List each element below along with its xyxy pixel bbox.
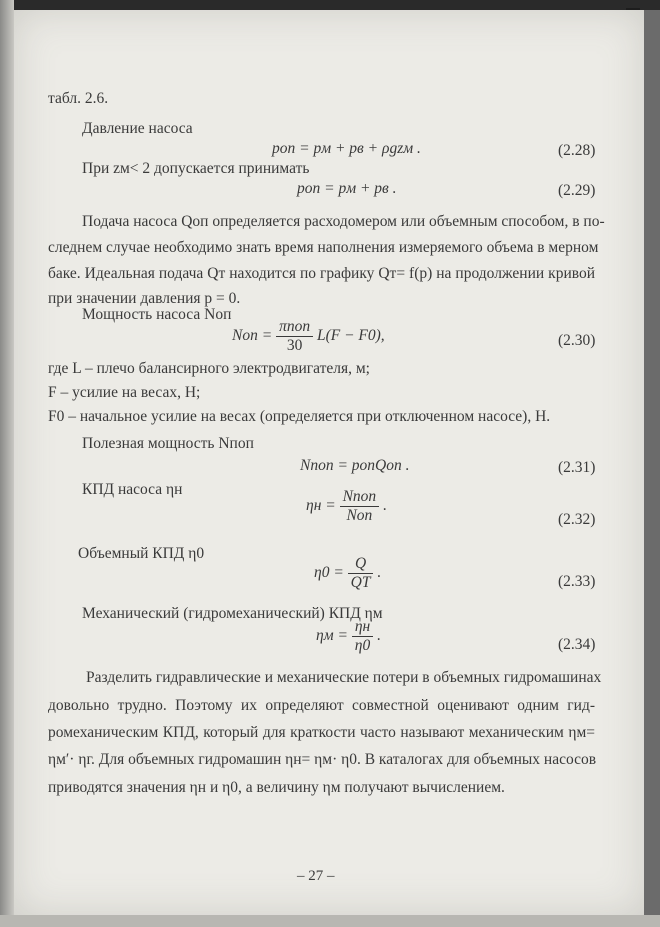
equation-fraction xyxy=(340,488,380,525)
text-line: Подача насоса Qоп определяется расходомером или объемным способом, в по- xyxy=(82,213,605,230)
equation-rhs: . xyxy=(377,564,382,582)
text-line: довольно трудно. Поэтому их определяют совместной оценивают одним гид- xyxy=(48,697,595,714)
text-line: приводятся значения ηн и η0, а величину ηм получают вычислением. xyxy=(48,779,505,796)
equation-rhs: . xyxy=(383,497,387,515)
text-line: F0 – начальное усилие на весах (определяется при отключенном насосе), Н. xyxy=(48,408,551,425)
equation-lhs: pоп xyxy=(272,140,296,157)
equation-number: (2.29) xyxy=(558,182,596,199)
fraction-denominator: 30 xyxy=(286,337,303,354)
text-line: Разделить гидравлические и механические потери в объемных гидромашинах xyxy=(86,669,602,686)
fraction-denominator: Nоп xyxy=(346,507,373,524)
book-binding-shadow xyxy=(0,0,14,927)
text-line: ηм′· ηг. Для объемных гидромашин ηн= ηм· η0. В каталогах для объемных насосов xyxy=(48,751,597,768)
document-page xyxy=(14,10,644,915)
equation-rhs: = pм + pв . xyxy=(324,180,397,197)
equation-number: (2.28) xyxy=(558,142,596,159)
fraction-numerator: πnоп xyxy=(276,318,313,337)
text-line: при значении давления p = 0. xyxy=(48,290,241,307)
equation-number: (2.31) xyxy=(558,459,596,476)
scan-top-edge xyxy=(14,0,660,10)
equation-2-31 xyxy=(300,457,410,475)
equation-lhs: ηм = xyxy=(316,627,348,645)
equation-2-34 xyxy=(316,618,381,655)
equation-rhs: L(F − F0), xyxy=(316,327,385,345)
text-line: Мощность насоса Nоп xyxy=(82,306,232,323)
text-line: следнем случае необходимо знать время наполнения измеряемого объема в мерном xyxy=(48,239,599,256)
equation-number: (2.33) xyxy=(558,573,596,590)
equation-2-30 xyxy=(232,318,385,355)
equation-lhs: Nоп = xyxy=(232,327,273,345)
fraction-denominator: η0 xyxy=(354,637,371,654)
equation-number: (2.32) xyxy=(558,511,596,528)
text-line: ромеханическим КПД, который для краткости часто называют механическим ηм= xyxy=(48,724,595,741)
fraction-denominator: QT xyxy=(350,574,371,591)
equation-number: (2.30) xyxy=(558,332,596,349)
equation-rhs: = pопQоп . xyxy=(337,457,410,474)
text-line: При zм< 2 допускается принимать xyxy=(82,160,310,177)
fraction-numerator: ηн xyxy=(352,618,373,637)
page-number: – 27 – xyxy=(297,868,335,884)
equation-rhs: . xyxy=(377,627,381,645)
equation-number: (2.34) xyxy=(558,636,596,653)
text-line: Полезная мощность Nпоп xyxy=(82,435,254,452)
equation-lhs: ηн = xyxy=(306,497,336,515)
text-line: табл. 2.6. xyxy=(48,90,109,107)
text-line: КПД насоса ηн xyxy=(82,481,183,498)
equation-lhs: η0 = xyxy=(314,564,344,582)
fraction-numerator: Q xyxy=(348,555,374,574)
text-line: Объемный КПД η0 xyxy=(78,545,205,562)
fraction-numerator: Nnоп xyxy=(340,488,380,507)
text-line: Механический (гидромеханический) КПД ηм xyxy=(82,605,383,622)
text-line: F – усилие на весах, Н; xyxy=(48,384,201,401)
equation-2-32 xyxy=(306,488,387,525)
equation-2-28 xyxy=(272,140,421,158)
text-line: баке. Идеальная подача Qт находится по графику Qт= f(p) на продолжении кривой xyxy=(48,265,595,282)
equation-fraction xyxy=(276,318,313,355)
equation-rhs: = pм + pв + ρgzм . xyxy=(299,140,421,157)
equation-lhs: Nnоп xyxy=(300,457,334,474)
text-line: Давление насоса xyxy=(82,120,193,137)
equation-fraction xyxy=(352,618,373,655)
equation-lhs: pоп xyxy=(297,180,321,197)
scan-bottom-edge xyxy=(0,915,660,927)
equation-2-33 xyxy=(314,555,381,592)
equation-fraction xyxy=(348,555,374,592)
text-line: где L – плечо балансирного электродвигателя, м; xyxy=(48,360,370,377)
equation-2-29 xyxy=(297,180,397,198)
